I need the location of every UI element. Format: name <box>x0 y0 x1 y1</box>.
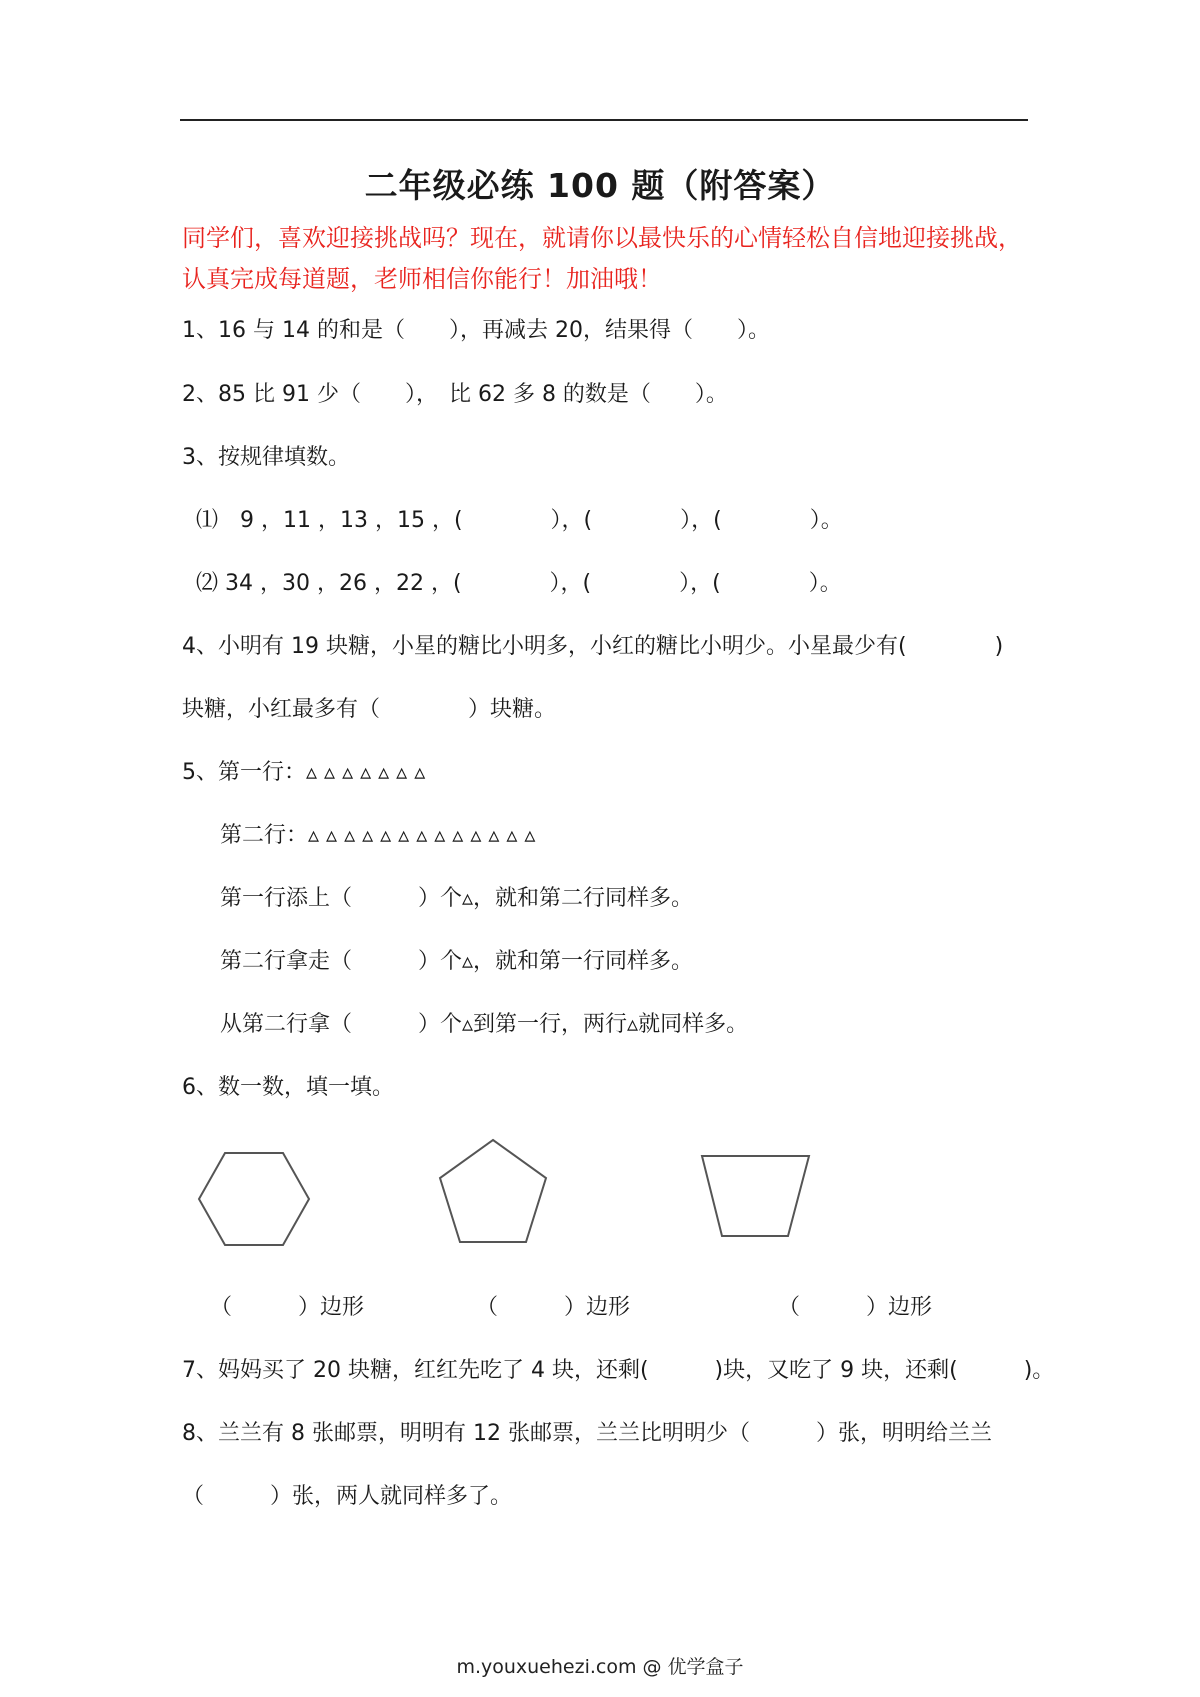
question-8-line-2: （ ）张，两人就同样多了。 <box>182 1484 513 1509</box>
question-4-line-1: 4、小明有 19 块糖，小星的糖比小明多，小红的糖比小明少。小星最少有( ) <box>182 634 1004 659</box>
shape-label-pentagon: （ ）边形 <box>476 1295 631 1320</box>
question-8-line-1: 8、兰兰有 8 张邮票，明明有 12 张邮票，兰兰比明明少（ ）张，明明给兰兰 <box>182 1421 992 1446</box>
question-5-part-c: 从第二行拿（ ）个▵到第一行，两行▵就同样多。 <box>220 1012 749 1037</box>
trapezoid-figure <box>696 1150 816 1250</box>
question-5-row-2: 第二行：▵ ▵ ▵ ▵ ▵ ▵ ▵ ▵ ▵ ▵ ▵ ▵ ▵ <box>220 823 536 848</box>
question-5-row-1: 5、第一行：▵ ▵ ▵ ▵ ▵ ▵ ▵ <box>182 760 426 785</box>
question-2: 2、85 比 91 少（ ）， 比 62 多 8 的数是（ ）。 <box>182 382 728 407</box>
hexagon-figure <box>195 1145 315 1255</box>
question-6: 6、数一数，填一填。 <box>182 1075 394 1100</box>
question-1: 1、16 与 14 的和是（ ），再减去 20，结果得（ ）。 <box>182 318 770 343</box>
question-7: 7、妈妈买了 20 块糖，红红先吃了 4 块，还剩( )块，又吃了 9 块，还剩( )。 <box>182 1358 1055 1383</box>
pentagon-figure <box>433 1135 553 1250</box>
shape-label-trapezoid: （ ）边形 <box>778 1295 933 1320</box>
question-3-sequence-2: ⑵ 34 ，30 ，26 ，22 ，( ），( ），( ）。 <box>196 571 842 596</box>
intro-line-1: 同学们，喜欢迎接挑战吗？现在，就请你以最快乐的心情轻松自信地迎接挑战， <box>182 224 1022 252</box>
shape-label-hexagon: （ ）边形 <box>210 1295 365 1320</box>
intro-line-2: 认真完成每道题，老师相信你能行！加油哦！ <box>182 265 662 293</box>
question-3-sequence-1: ⑴ 9 ，11 ，13 ，15 ，( ），( ），( ）。 <box>196 508 843 533</box>
page-title: 二年级必练 100 题（附答案） <box>364 166 836 205</box>
question-4-line-2: 块糖，小红最多有（ ）块糖。 <box>182 697 557 722</box>
question-5-part-b: 第二行拿走（ ）个▵，就和第一行同样多。 <box>220 949 694 974</box>
footer-source: m.youxuehezi.com @ 优学盒子 <box>456 1656 744 1678</box>
header-rule <box>180 119 1028 121</box>
question-5-part-a: 第一行添上（ ）个▵，就和第二行同样多。 <box>220 886 694 911</box>
question-3: 3、按规律填数。 <box>182 445 350 470</box>
